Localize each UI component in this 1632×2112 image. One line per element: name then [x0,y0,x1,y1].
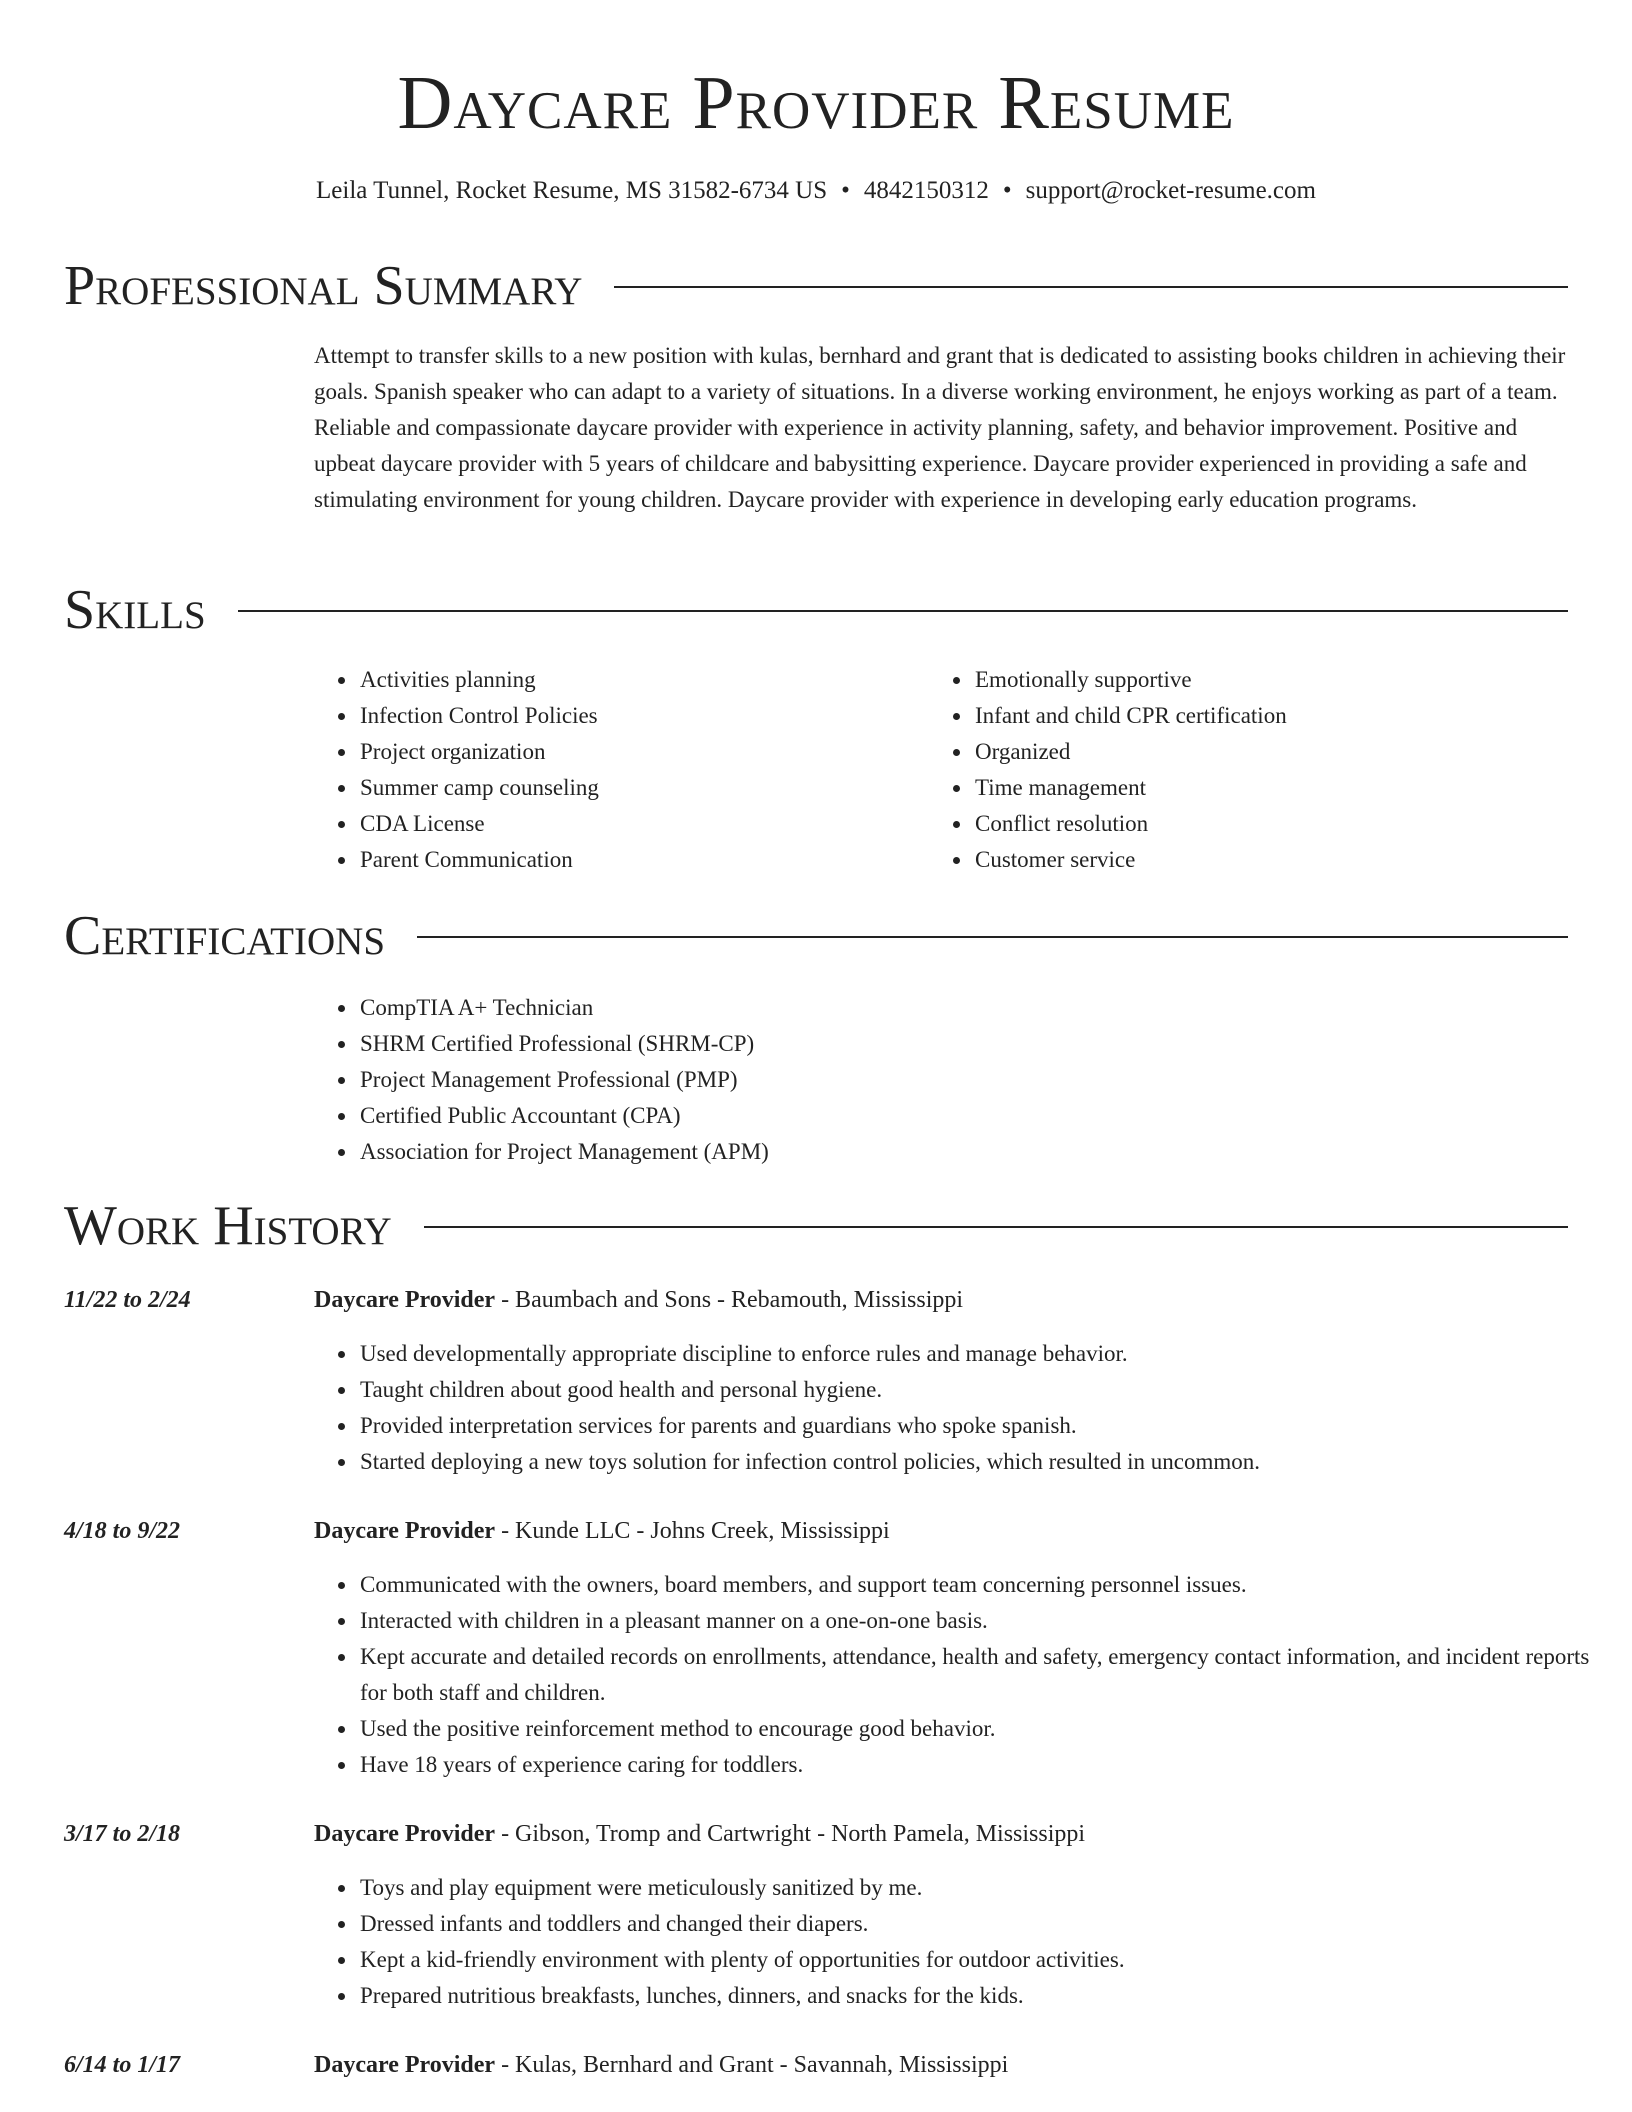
job-dates: 6/14 to 1/17 [64,2052,181,2078]
duty-item: • Provided interpretation services for parents and guardians who spoke spanish. [358,1408,1612,1444]
skill-item: • Activities planning [358,662,958,698]
job-dates: 11/22 to 2/24 [64,1287,191,1313]
skills-list-left [314,662,958,878]
section-divider [614,286,1568,288]
job-title: Daycare Provider [314,1821,496,1847]
section-divider [417,936,1568,938]
contact-separator: • [1002,177,1012,204]
duty-item: • Taught children about good health and personal hygiene. [358,1372,1612,1408]
skill-item: • Emotionally supportive [973,662,1593,698]
skill-item: • Project organization [358,734,958,770]
contact-line [0,174,1632,208]
job-dates: 3/17 to 2/18 [64,1821,181,1847]
duty-item: • Kept a kid-friendly environment with plenty of opportunities for outdoor activities. [358,1942,1612,1978]
contact-separator: • [841,177,850,204]
job-employer-location: - Baumbach and Sons - Rebamouth, Mississippi [495,1287,964,1313]
duty-item: • Interacted with children in a pleasant manner on a one-on-one basis. [358,1603,1612,1639]
section-divider [238,610,1568,612]
job-dates: 4/18 to 9/22 [64,1518,181,1544]
certification-item: • CompTIA A+ Technician [358,990,1608,1026]
certification-item: • SHRM Certified Professional (SHRM-CP) [358,1026,1608,1062]
job-duties [314,1336,1612,1480]
duty-item: • Toys and play equipment were meticulously sanitized by me. [358,1870,1612,1906]
job-employer-location: - Kunde LLC - Johns Creek, Mississippi [495,1518,890,1544]
duty-item: • Dressed infants and toddlers and changed their diapers. [358,1906,1612,1942]
certification-item: • Certified Public Accountant (CPA) [358,1098,1608,1134]
skill-item: • Customer service [973,842,1593,878]
job-employer-location: - Gibson, Tromp and Cartwright - North Pamela, Mississippi [495,1821,1086,1847]
certifications-list [314,990,1608,1170]
skill-item: • Parent Communication [358,842,958,878]
duty-item: • Have 18 years of experience caring for toddlers. [358,1747,1612,1783]
contact-address: Leila Tunnel, Rocket Resume, MS 31582-6734 US [316,177,828,204]
certification-item: • Project Management Professional (PMP) [358,1062,1608,1098]
resume-title: Daycare Provider Resume [397,61,1235,145]
skill-item: • Infant and child CPR certification [973,698,1593,734]
section-title-certifications: Certifications [64,905,386,967]
summary-text: Attempt to transfer skills to a new position with kulas, bernhard and grant that is dedicated to assisting books children in achieving their goals. Spanish speaker who can adapt to a variety of situations. In a diverse working environment, he enjoys working as part of a team. Reliable and compassionate daycare provider with experience in activity planning, safety, and behavior improvement. Positive and upbeat daycare provider with 5 years of childcare and babysitting experience. Daycare provider experienced in providing a safe and stimulating environment for young children. Daycare provider with experience in developing early education programs. [314,343,1566,512]
section-title-work-history: Work History [64,1195,392,1257]
job-heading [314,2047,1008,2083]
contact-email: support@rocket-resume.com [1025,177,1316,204]
duty-item: • Communicated with the owners, board members, and support team concerning personnel issues. [358,1567,1612,1603]
duty-item: • Used the positive reinforcement method to encourage good behavior. [358,1711,1612,1747]
duty-item: • Kept accurate and detailed records on enrollments, attendance, health and safety, emergency contact information, and incident reports for both staff and children. [358,1639,1612,1711]
job-duties [314,1870,1612,2014]
skill-item: • Conflict resolution [973,806,1593,842]
job-heading [314,1816,1085,1852]
job-title: Daycare Provider [314,1518,496,1544]
job-employer-location: - Kulas, Bernhard and Grant - Savannah, Mississippi [495,2052,1009,2078]
contact-phone: 4842150312 [863,177,989,204]
job-heading [314,1282,963,1318]
duty-item: • Used developmentally appropriate discipline to enforce rules and manage behavior. [358,1336,1612,1372]
section-header-skills [64,578,1568,642]
skill-item: • Summer camp counseling [358,770,958,806]
job-duties [314,1567,1612,1783]
skill-item: • Infection Control Policies [358,698,958,734]
certification-item: • Association for Project Management (APM) [358,1134,1608,1170]
skills-list-right [929,662,1593,878]
job-heading [314,1513,890,1549]
section-header-certifications [64,904,1568,968]
section-title-summary: Professional Summary [64,255,583,317]
skill-item: • Organized [973,734,1593,770]
job-title: Daycare Provider [314,2052,496,2078]
duty-item: • Prepared nutritious breakfasts, lunches, dinners, and snacks for the kids. [358,1978,1612,2014]
section-divider [424,1226,1568,1228]
job-title: Daycare Provider [314,1287,496,1313]
section-header-work-history [64,1194,1568,1258]
duty-item: • Started deploying a new toys solution for infection control policies, which resulted in uncommon. [358,1444,1612,1480]
skill-item: • Time management [973,770,1593,806]
section-header-summary [64,254,1568,318]
skill-item: • CDA License [358,806,958,842]
section-title-skills: Skills [64,579,206,641]
